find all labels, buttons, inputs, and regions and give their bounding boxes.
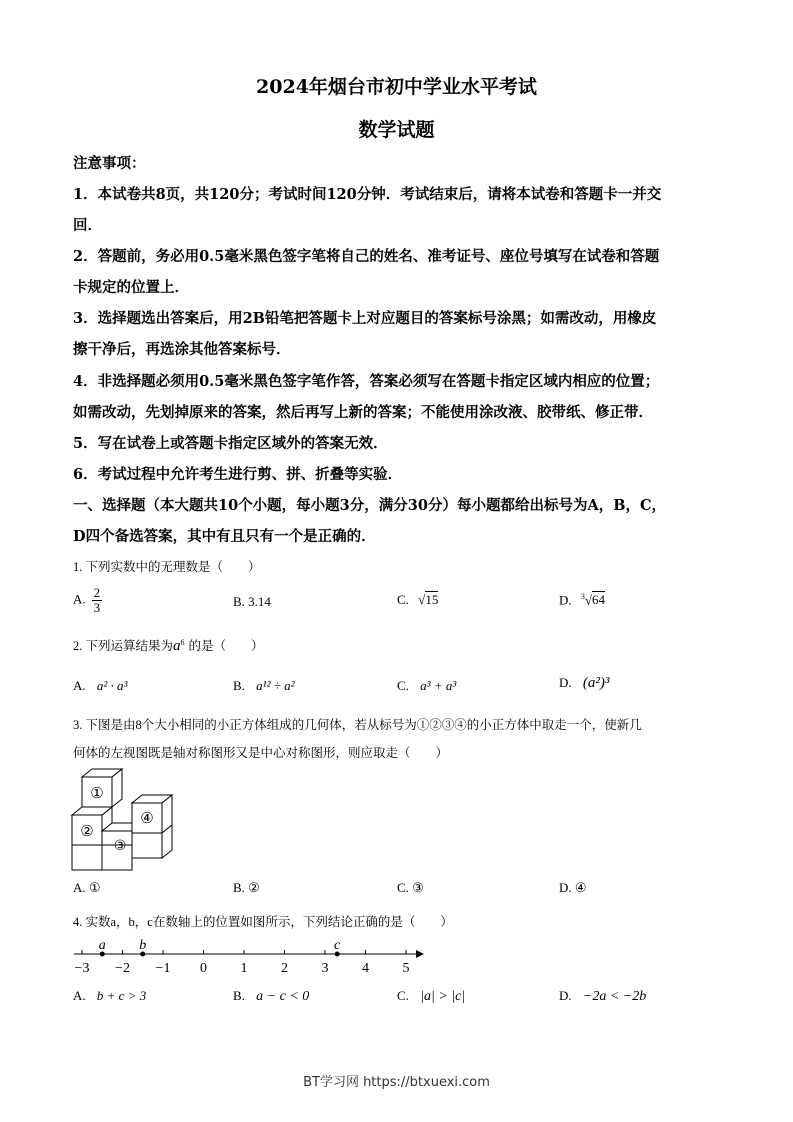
- option-expr: a − c < 0: [256, 989, 310, 1004]
- q4-option-c[interactable]: [397, 988, 465, 1005]
- exam-title: 2024年烟台市初中学业水平考试: [256, 76, 537, 98]
- notice-line: 1．本试卷共8页，共120分；考试时间120分钟．考试结束后，请将本试卷和答题卡一并交: [73, 186, 662, 203]
- option-expr: −2a < −2b: [582, 989, 647, 1004]
- axis-tick-label: −3: [74, 961, 90, 976]
- notice-heading: 注意事项：: [73, 155, 146, 172]
- notice-line: 卡规定的位置上．: [73, 279, 189, 296]
- q1-stem: 1. 下列实数中的无理数是（ ）: [73, 560, 261, 574]
- q2-stem: [73, 636, 264, 655]
- q2-stem-base: a: [173, 638, 181, 654]
- q3-stem-line2: 何体的左视图既是轴对称图形又是中心对称图形，则应取走（ ）: [73, 746, 449, 760]
- q3-option-a[interactable]: A. ①: [73, 880, 101, 895]
- denominator: 3: [93, 600, 101, 615]
- option-expr: (a²)³: [582, 675, 610, 691]
- q2-option-c[interactable]: [397, 678, 456, 694]
- option-label: A.: [73, 591, 86, 607]
- option-label: C.: [397, 988, 409, 1003]
- option-label: B.: [233, 678, 245, 693]
- axis-tick-label: 1: [240, 961, 248, 976]
- q3-stem-line1: 3. 下图是由8个大小相同的小正方体组成的几何体，若从标号为①②③④的小正方体中取走一个，使新几: [73, 718, 642, 732]
- q3-option-c[interactable]: C. ③: [397, 880, 424, 895]
- option-expr: |a| > |c|: [420, 989, 466, 1004]
- fraction: [92, 586, 103, 615]
- q2-option-a[interactable]: [73, 678, 127, 694]
- exam-subtitle: 数学试题: [358, 119, 435, 141]
- q1-option-d[interactable]: [559, 592, 605, 608]
- notice-line: 回．: [73, 217, 102, 234]
- option-expr: a² · a³: [96, 678, 128, 693]
- root-index: 3: [580, 592, 585, 601]
- q2-stem-exp: 6: [180, 637, 185, 647]
- option-expr: a¹² ÷ a²: [256, 678, 295, 693]
- point-label-a: a: [98, 938, 106, 953]
- cube-figure: [68, 768, 178, 872]
- q1-option-c[interactable]: [397, 592, 438, 608]
- sqrt-icon: √: [584, 592, 593, 608]
- axis-tick-label: 2: [281, 961, 288, 976]
- q3-option-b[interactable]: B. ②: [233, 880, 260, 895]
- point-label-b: b: [139, 938, 147, 953]
- option-label: C.: [397, 592, 409, 607]
- notice-line: 如需改动，先划掉原来的答案，然后再写上新的答案；不能使用涂改液、胶带纸、修正带．: [73, 404, 653, 421]
- cube-label-4: ④: [140, 809, 154, 827]
- q2-stem-pre: 2. 下列运算结果为: [73, 639, 174, 653]
- notice-line: 4．非选择题必须用0.5毫米黑色签字笔作答，答案必须写在答题卡指定区域内相应的位置；: [73, 373, 660, 390]
- q2-option-d[interactable]: [559, 675, 609, 692]
- notice-line: 3．选择题选出答案后，用2B铅笔把答题卡上对应题目的答案标号涂黑；如需改动，用橡皮: [73, 310, 657, 327]
- axis-tick-label: 4: [362, 961, 369, 976]
- cube-label-3: ③: [113, 838, 127, 854]
- notice-line: 擦干净后，再选涂其他答案标号．: [73, 341, 291, 358]
- q4-stem: 4. 实数a，b，c在数轴上的位置如图所示，下列结论正确的是（ ）: [73, 915, 453, 929]
- section-heading-cont: D四个备选答案，其中有且只有一个是正确的．: [73, 528, 376, 545]
- axis-tick-label: −1: [155, 961, 171, 976]
- q1-option-a[interactable]: [73, 586, 102, 615]
- option-label: D.: [559, 988, 572, 1003]
- number-line: [68, 936, 428, 980]
- option-expr: b + c > 3: [96, 988, 147, 1003]
- option-label: A.: [73, 988, 86, 1003]
- axis-arrow-icon: [416, 950, 424, 958]
- radicand: 64: [592, 592, 606, 608]
- axis-tick-label: 5: [402, 961, 410, 976]
- option-label: A.: [73, 678, 86, 693]
- q1-option-b[interactable]: B. 3.14: [233, 594, 271, 609]
- q4-option-b[interactable]: [233, 988, 309, 1005]
- option-expr: a³ + a³: [420, 678, 457, 693]
- footer-watermark: BT学习网 https://btxuexi.com: [303, 1075, 490, 1090]
- axis-tick-label: −2: [115, 961, 130, 976]
- radicand: 15: [425, 592, 439, 607]
- sqrt-icon: √: [418, 592, 426, 607]
- notice-line: 2．答题前，务必用0.5毫米黑色签字笔将自己的姓名、准考证号、座位号填写在试卷和答题: [73, 248, 660, 265]
- option-label: C.: [397, 678, 409, 693]
- q2-stem-post: 的是（ ）: [188, 639, 264, 653]
- axis-tick-label: 3: [321, 961, 329, 976]
- q4-option-a[interactable]: [73, 988, 146, 1004]
- cube-label-1: ①: [90, 784, 104, 802]
- option-label: B.: [233, 988, 245, 1003]
- point-label-c: c: [334, 938, 341, 953]
- option-label: D.: [559, 592, 572, 608]
- notice-line: 6．考试过程中允许考生进行剪、拼、折叠等实验．: [73, 466, 403, 483]
- q4-option-d[interactable]: [559, 988, 646, 1005]
- q3-option-d[interactable]: D. ④: [559, 880, 587, 895]
- notice-line: 5．写在试卷上或答题卡指定区域外的答案无效．: [73, 435, 388, 452]
- q2-option-b[interactable]: [233, 678, 295, 694]
- option-label: D.: [559, 675, 572, 690]
- axis-tick-label: 0: [200, 961, 207, 976]
- cube-label-2: ②: [80, 822, 94, 840]
- numerator: 2: [93, 585, 101, 600]
- section-heading: 一、选择题（本大题共10个小题，每小题3分，满分30分）每小题都给出标号为A，B，C，: [73, 497, 666, 514]
